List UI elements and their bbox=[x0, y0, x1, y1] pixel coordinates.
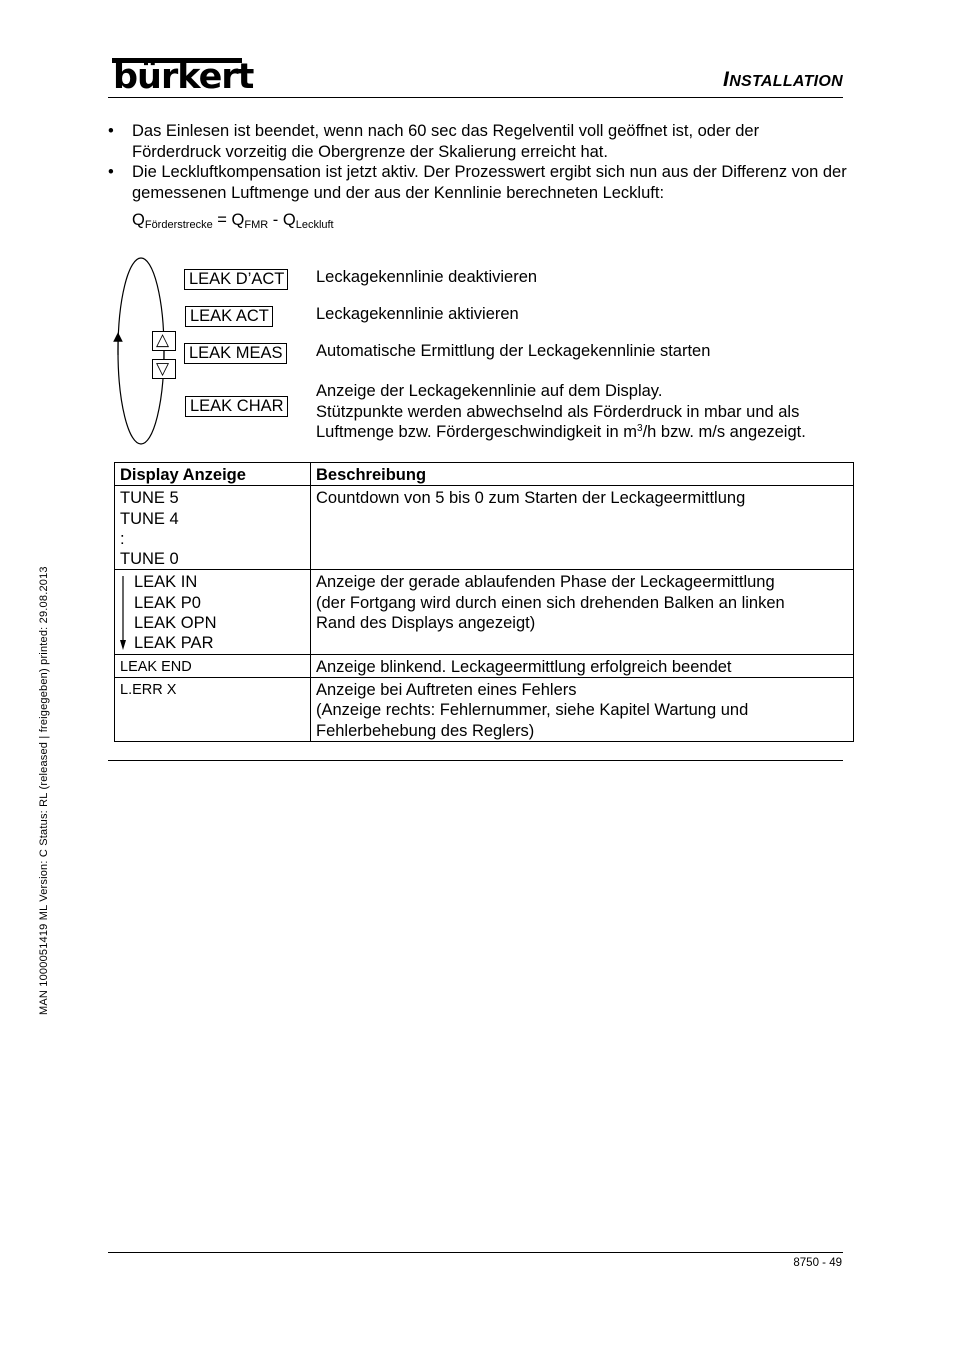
down-arrow-icon bbox=[120, 576, 130, 650]
section-title bbox=[723, 68, 843, 92]
up-button[interactable] bbox=[152, 331, 176, 351]
display-code: LEAK PAR bbox=[134, 634, 214, 653]
burkert-logo bbox=[112, 57, 254, 97]
display-cell: L.ERR X bbox=[115, 677, 311, 741]
desc-leak-act: Leckagekennlinie aktivieren bbox=[316, 305, 519, 323]
table-header-row bbox=[115, 463, 854, 486]
footer-rule bbox=[108, 1252, 843, 1253]
key-leak-meas: LEAK MEAS bbox=[184, 343, 287, 364]
bullet-item bbox=[108, 121, 848, 162]
description-cell: Anzeige blinkend. Leckageermittlung erfolgreich beendet bbox=[311, 654, 854, 677]
formula-sub: FMR bbox=[244, 219, 269, 231]
header-display: Display Anzeige bbox=[115, 463, 311, 486]
desc-line: Rand des Displays angezeigt) bbox=[316, 614, 536, 633]
formula-eq: = bbox=[212, 211, 232, 229]
formula-sub: Leckluft bbox=[295, 219, 334, 231]
description-cell: Countdown von 5 bis 0 zum Starten der Leckageermittlung bbox=[311, 486, 854, 570]
desc-leak-dact: Leckagekennlinie deaktivieren bbox=[316, 268, 538, 286]
display-code: LEAK IN bbox=[134, 573, 198, 592]
display-table bbox=[114, 462, 854, 742]
logo-text: bürkert bbox=[113, 57, 254, 97]
key-leak-char: LEAK CHAR bbox=[185, 396, 288, 417]
key-leak-dact: LEAK D’ACT bbox=[184, 269, 288, 290]
menu-cycle-diagram bbox=[112, 255, 302, 453]
document-metadata: MAN 1000051419 ML Version: C Status: RL (released | freigegeben) printed: 29.08.2013 bbox=[38, 566, 50, 1015]
desc-text: Luftmenge bzw. Fördergeschwindigkeit in m bbox=[316, 423, 637, 441]
display-code: LEAK OPN bbox=[134, 614, 217, 633]
cycle-arrow-icon bbox=[112, 255, 172, 453]
desc-line: Anzeige der gerade ablaufenden Phase der Leckageermittlung bbox=[316, 573, 775, 592]
desc-leak-char bbox=[316, 381, 856, 443]
up-triangle-icon: △ bbox=[156, 330, 170, 349]
display-code: : bbox=[120, 529, 125, 548]
bullet-dot: • bbox=[108, 163, 114, 181]
desc-text: /h bzw. m/s angezeigt. bbox=[642, 423, 806, 441]
display-code: TUNE 5 bbox=[120, 489, 179, 508]
down-button[interactable] bbox=[152, 359, 176, 379]
header-description: Beschreibung bbox=[311, 463, 854, 486]
section-title-rest: NSTALLATION bbox=[729, 73, 843, 90]
table-row bbox=[115, 570, 854, 654]
display-code: LEAK P0 bbox=[134, 593, 201, 612]
description-cell bbox=[311, 570, 854, 654]
display-cell bbox=[115, 570, 311, 654]
display-cell: LEAK END bbox=[115, 654, 311, 677]
desc-sup: 3 bbox=[637, 423, 643, 434]
desc-line: Stützpunkte werden abwechselnd als Förderdruck in mbar und als bbox=[316, 402, 800, 421]
header-rule bbox=[108, 97, 843, 98]
bullet-dot: • bbox=[108, 122, 114, 140]
formula-q: Q bbox=[282, 211, 296, 229]
desc-line bbox=[316, 422, 856, 443]
down-triangle-icon: ▽ bbox=[156, 359, 170, 378]
desc-line: Anzeige der Leckagekennlinie auf dem Display. bbox=[316, 382, 663, 400]
table-row bbox=[115, 654, 854, 677]
bullet-list bbox=[108, 121, 848, 203]
desc-line: (der Fortgang wird durch einen sich drehenden Balken an linken bbox=[316, 593, 785, 612]
bullet-text: Das Einlesen ist beendet, wenn nach 60 sec das Regelventil voll geöffnet ist, oder der Förderdruck vorzeitig die Obergrenze der Skalierung erreicht hat. bbox=[132, 122, 760, 161]
formula bbox=[132, 211, 334, 231]
formula-minus: - bbox=[268, 211, 283, 229]
formula-q: Q bbox=[231, 211, 245, 229]
bullet-item bbox=[108, 162, 848, 203]
phase-list bbox=[120, 572, 305, 653]
desc-leak-meas: Automatische Ermittlung der Leckagekennlinie starten bbox=[316, 342, 711, 360]
display-code: TUNE 4 bbox=[120, 509, 179, 528]
description-cell bbox=[311, 677, 854, 741]
display-cell bbox=[115, 486, 311, 570]
table-row bbox=[115, 677, 854, 741]
section-title-initial: I bbox=[723, 68, 730, 91]
display-code: TUNE 0 bbox=[120, 550, 179, 569]
formula-q: Q bbox=[132, 211, 145, 229]
desc-line: (Anzeige rechts: Fehlernummer, siehe Kapitel Wartung und bbox=[316, 701, 749, 720]
formula-sub: Förderstrecke bbox=[144, 219, 213, 231]
table-row bbox=[115, 486, 854, 570]
desc-line: Fehlerbehebung des Reglers) bbox=[316, 721, 535, 740]
key-leak-act: LEAK ACT bbox=[185, 306, 273, 327]
bullet-text: Die Leckluftkompensation ist jetzt aktiv. Der Prozesswert ergibt sich nun aus der Differenz von der gemessenen Luftmenge und der aus der Kennlinie berechneten Leckluft: bbox=[132, 163, 847, 202]
section-end-rule bbox=[108, 760, 843, 761]
page-number: 8750 - 49 bbox=[793, 1257, 842, 1269]
desc-line: Anzeige bei Auftreten eines Fehlers bbox=[316, 680, 577, 699]
